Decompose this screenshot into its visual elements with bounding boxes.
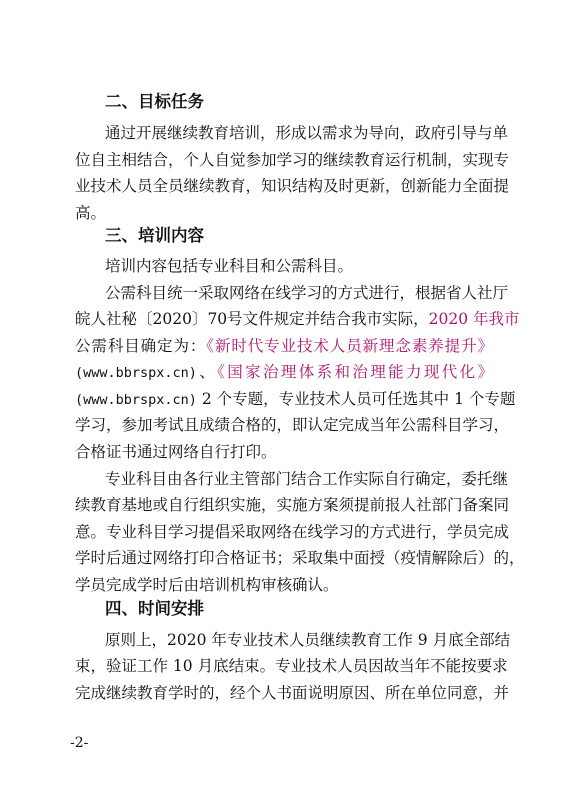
section-heading-schedule: 四、时间安排 xyxy=(105,599,204,618)
paragraph-line: 学员完成学时后由培训机构审核确认。 xyxy=(75,576,339,594)
paragraph-line: 位自主相结合，个人自觉参加学习的继续教育运行机制，实现专 xyxy=(75,151,510,169)
paragraph-line: 高。 xyxy=(75,204,107,222)
paragraph-line: 束，验证工作 10 月底结束。专业技术人员因故当年不能按要求 xyxy=(75,657,508,675)
paragraph-line: 原则上，2020 年专业技术人员继续教育工作 9 月底全部结 xyxy=(105,631,511,649)
section-heading-goals: 二、目标任务 xyxy=(105,92,204,111)
paragraph-line: 合格证书通过网络自行打印。 xyxy=(75,443,277,461)
paragraph-line: 专业科目由各行业主管部门结合工作实际自行确定，委托继 xyxy=(105,470,509,488)
paragraph-line: 业技术人员全员继续教育，知识结构及时更新，创新能力全面提 xyxy=(75,177,510,195)
paragraph-line: 完成继续教育学时的，经个人书面说明原因、所在单位同意，并 xyxy=(75,684,510,702)
page-number: -2- xyxy=(70,735,89,751)
text-segment: 、 xyxy=(196,363,218,381)
paragraph-line xyxy=(75,336,493,356)
section-heading-content: 三、培训内容 xyxy=(105,226,204,245)
text-segment: 2 个专题，专业技术人员可任选其中 1 个专题 xyxy=(201,390,516,408)
paragraph-line: 续教育基地或自行组织实施，实施方案须提前报人社部门备案同 xyxy=(75,496,510,514)
paragraph-line: 学习，参加考试且成绩合格的，即认定完成当年公需科目学习， xyxy=(75,416,510,434)
paragraph-line xyxy=(75,389,516,410)
website-url: (www.bbrspx.cn) xyxy=(75,365,197,381)
paragraph-line: 学时后通过网络打印合格证书；采取集中面授（疫情解除后）的， xyxy=(75,549,525,567)
text-segment: 皖人社秘〔2020〕70号文件规定并结合我市实际， xyxy=(75,310,429,328)
paragraph-line: 通过开展继续教育培训，形成以需求为导向，政府引导与单 xyxy=(105,124,509,142)
course-title-highlight: 《新时代专业技术人员新理念素养提升》 xyxy=(206,337,493,355)
paragraph-line: 意。专业科目学习提倡采取网络在线学习的方式进行，学员完成 xyxy=(75,523,510,541)
paragraph-line xyxy=(75,309,520,329)
paragraph-line: 公需科目统一采取网络在线学习的方式进行，根据省人社厅 xyxy=(105,284,509,302)
text-segment: 公需科目确定为： xyxy=(75,337,207,355)
highlight-text: 2020 年我市 xyxy=(428,310,520,328)
paragraph-line xyxy=(75,362,493,383)
course-title-highlight: 《国家治理体系和治理能力现代化》 xyxy=(217,363,493,381)
paragraph-line: 培训内容包括专业科目和公需科目。 xyxy=(105,257,354,275)
website-url: (www.bbrspx.cn) xyxy=(75,392,197,408)
